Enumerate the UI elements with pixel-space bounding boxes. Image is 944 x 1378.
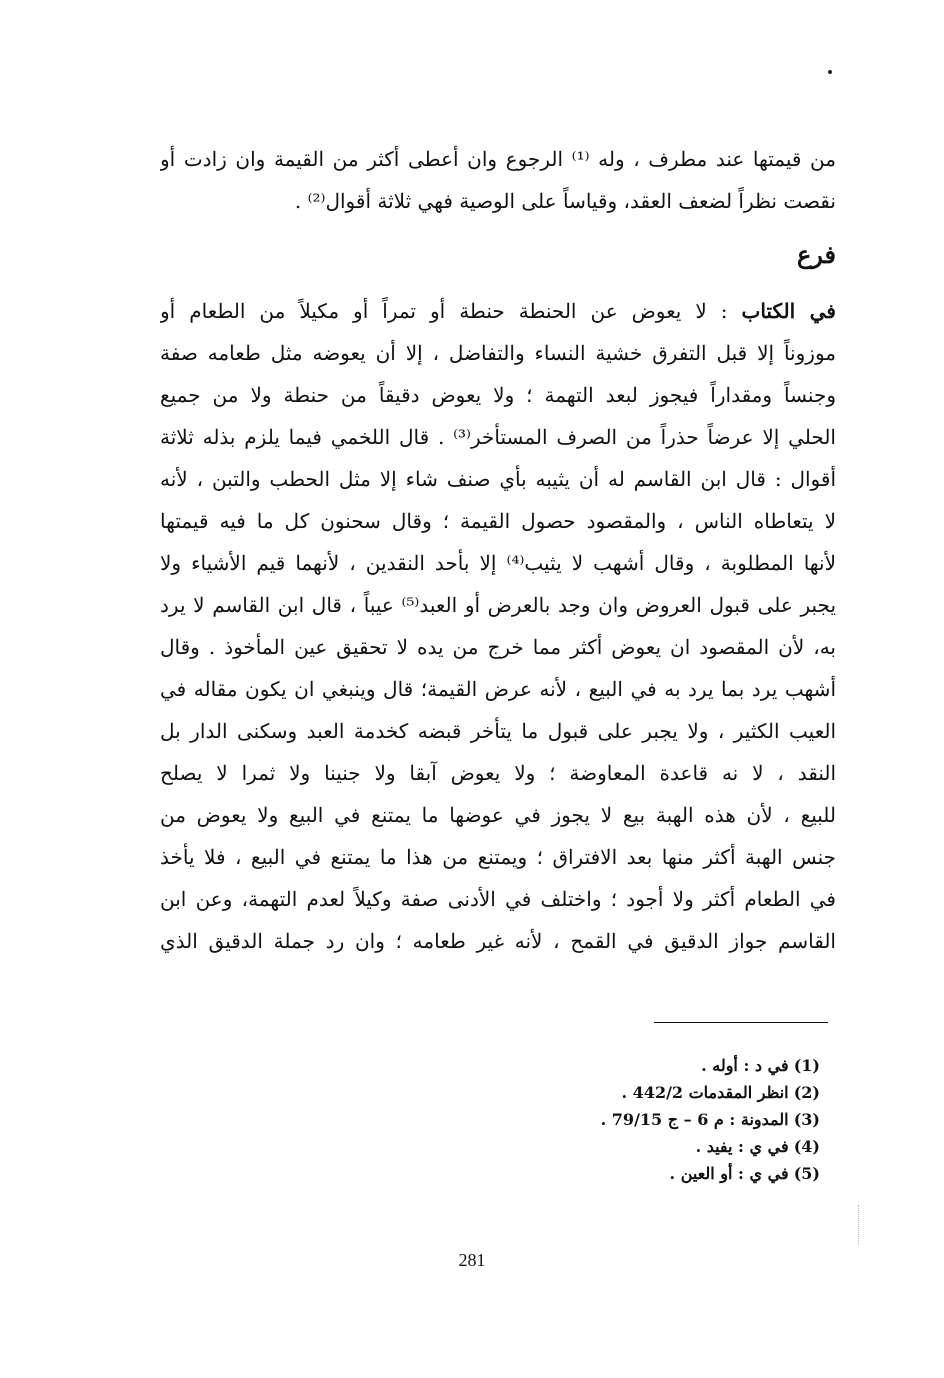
scan-dot bbox=[828, 70, 832, 74]
footnote-text: في ي : أو العين . bbox=[669, 1164, 789, 1183]
paragraph-2-line: لأنها المطلوبة ، وقال أشهب لا يثيب⁽⁴⁾ إلا بأحد النقدين ، لأنهما قيم الأشياء ولا bbox=[160, 551, 836, 575]
page-number: 281 bbox=[458, 1250, 486, 1270]
paragraph-1-line: نقصت نظراً لضعف العقد، وقياساً على الوصية فهي ثلاثة أقوال⁽²⁾ . bbox=[294, 189, 836, 213]
footnote-item bbox=[400, 1052, 820, 1079]
paragraph-2-line: به، لأن المقصود ان يعوض أكثر مما خرج من يده لا تحقيق عين المأخوذ . وقال bbox=[160, 635, 836, 659]
paragraph-2-line: جنس الهبة أكثر منها بعد الافتراق ؛ ويمتنع من هذا ما يمتنع في البيع ، فلا يأخذ bbox=[160, 845, 836, 869]
footnote-text: في ي : يفيد . bbox=[695, 1137, 789, 1156]
paragraph-2-line: موزوناً إلا قبل التفرق خشية النساء والتفاضل ، إلا أن يعوضه مثل طعامه صفة bbox=[160, 341, 836, 365]
footnote-number: (4) bbox=[793, 1137, 820, 1156]
paragraph-2-line: أشهب يرد بما يرد به في البيع ، لأنه عرض القيمة؛ قال وينبغي ان يكون مقاله في bbox=[160, 677, 836, 701]
footnote-number: (5) bbox=[793, 1164, 820, 1183]
footnote-number: (2) bbox=[793, 1083, 820, 1102]
paragraph-2-line: للبيع ، لأن هذه الهبة بيع لا يجوز في عوضها ما يمتنع في البيع ولا يعوض من bbox=[160, 803, 836, 827]
footnote-item bbox=[400, 1106, 820, 1133]
paragraph-2-line: يجبر على قبول العروض وان وجد بالعرض أو العبد⁽⁵⁾ عيباً ، قال ابن القاسم لا يرد bbox=[160, 593, 836, 617]
footnote-text: انظر المقدمات 442/2 . bbox=[621, 1083, 789, 1102]
paragraph-2-line: وجنساً ومقداراً فيجوز لبعد التهمة ؛ ولا يعوض دقيقاً من حنطة ولا من جميع bbox=[160, 383, 836, 407]
footnote-item bbox=[400, 1160, 820, 1187]
paragraph-2-line: أقوال : قال ابن القاسم له أن يثيبه بأي صنف شاء إلا مثل الحطب والتبن ، لأنه bbox=[160, 467, 836, 491]
paragraph-2 bbox=[160, 290, 836, 962]
paragraph-2-line bbox=[160, 290, 836, 332]
footnote-divider bbox=[654, 1022, 828, 1023]
footnote-text: في د : أوله . bbox=[701, 1056, 789, 1075]
paragraph-2-line: في الطعام أكثر ولا أجود ؛ واختلف في الأدنى صفة وكيلاً لعدم التهمة، وعن ابن bbox=[160, 887, 836, 911]
footnotes bbox=[400, 1052, 820, 1187]
paragraph-2-line: العيب الكثير ، ولا يجبر على قبول ما يتأخر قبضه كخدمة العبد وسكنى الدار بل bbox=[160, 719, 836, 743]
paragraph-2-line: الحلي إلا عرضاً حذراً من الصرف المستأخر⁽³⁾ . قال اللخمي فيما يلزم بذله ثلاثة bbox=[160, 425, 836, 449]
paragraph-2-line: النقد ، لا نه قاعدة المعاوضة ؛ ولا يعوض آبقا ولا جنينا ولا ثمرا لا يصلح bbox=[160, 761, 836, 785]
scan-margin-mark bbox=[858, 1205, 867, 1245]
paragraph-2-line: القاسم جواز الدقيق في القمح ، لأنه غير طعامه ؛ وان رد جملة الدقيق الذي bbox=[160, 929, 836, 953]
paragraph-1-line: من قيمتها عند مطرف ، وله ⁽¹⁾ الرجوع وان أعطى أكثر من القيمة وان زادت أو bbox=[160, 147, 836, 171]
footnote-number: (3) bbox=[793, 1110, 820, 1129]
footnote-number: (1) bbox=[793, 1056, 820, 1075]
footnote-text: المدونة : م 6 – ج 79/15 . bbox=[600, 1110, 789, 1129]
line-text: : لا يعوض عن الحنطة حنطة أو تمراً أو مكيلاً من الطعام أو bbox=[160, 299, 742, 323]
paragraph-2-line: لا يتعاطاه الناس ، والمقصود حصول القيمة ؛ وقال سحنون كل ما فيه قيمتها bbox=[160, 509, 836, 533]
lead-bold-text: في الكتاب bbox=[741, 299, 836, 323]
footnote-item bbox=[400, 1133, 820, 1160]
paragraph-1 bbox=[160, 138, 836, 222]
section-heading: فرع bbox=[796, 240, 836, 269]
footnote-item bbox=[400, 1079, 820, 1106]
